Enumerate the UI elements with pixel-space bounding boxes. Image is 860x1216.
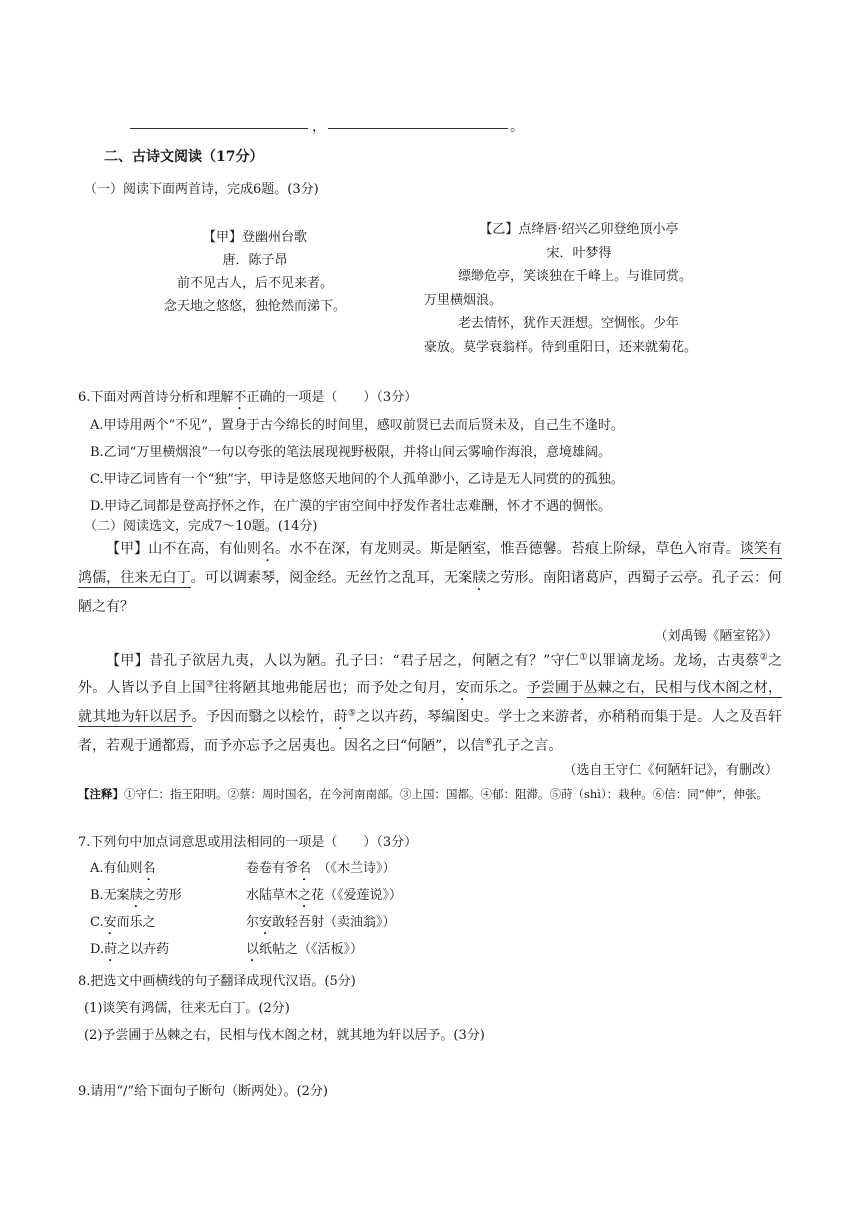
poem-b-line: 万里横烟浪。 <box>424 292 503 308</box>
q7-text: 尔 <box>246 915 260 930</box>
q6-emphasis: 不 <box>233 390 247 405</box>
q7-option-c-left[interactable] <box>90 911 156 938</box>
q7-emphasis: 之 <box>298 888 312 903</box>
q7-option-c-right <box>246 911 396 938</box>
q7-emphasis: 名 <box>142 861 156 876</box>
q7-emphasis: 名 <box>298 861 312 876</box>
q6-option-a[interactable]: A.甲诗用两个“不见”，置身于古今绵长的时间里，感叹前贤已去而后贤未及，自己生不逢时。 <box>90 418 624 433</box>
footnote-ref: ⑤ <box>347 708 357 719</box>
text-a-passage <box>78 536 782 621</box>
poem-a-line: 前不见古人，后不见来者。 <box>176 276 333 291</box>
text-a-segment: 之劳形。南阳诸葛庐，西蜀子云亭。孔子云：何陋之有？ <box>78 570 783 615</box>
poem-a-author: 唐．陈子昂 <box>222 253 288 268</box>
text-b-segment: 孔子之言。 <box>492 738 563 754</box>
footnote-ref: ② <box>759 652 769 663</box>
text-b-emphasis: 安 <box>455 680 470 696</box>
q7-option-d-right <box>246 938 363 965</box>
footnote-ref: ① <box>579 652 588 663</box>
text-a-emphasis: 牍 <box>472 570 487 586</box>
part2-intro: （二）阅读选文，完成7～10题。(14分) <box>84 519 318 534</box>
text-b-segment: 往将陋其地弗能居也；而予处之旬月， <box>214 680 456 696</box>
q7-text: 敢轻吾射（卖油翁》） <box>272 915 396 930</box>
text-b-emphasis: 莳 <box>333 709 348 725</box>
q7-option-a-right <box>246 857 396 884</box>
annotations-label: 【注释】 <box>78 787 124 801</box>
text-b-segment: 以罪谪龙场。龙场，古夷蔡 <box>587 653 760 669</box>
text-a-emphasis: 名 <box>260 541 276 557</box>
q7-emphasis: 安 <box>259 915 273 930</box>
q7-text: 卷卷有爷 <box>246 861 299 876</box>
part1-intro: （一）阅读下面两首诗，完成6题。(3分) <box>84 182 319 197</box>
q7-text: A.有仙则 <box>90 861 143 876</box>
footnote-ref: ③ <box>205 679 215 690</box>
q6-option-d[interactable]: D.甲诗乙词都是登高抒怀之作，在广漠的宇宙空间中抒发作者壮志难酬，怀才不遇的惆怅。 <box>90 499 612 514</box>
q7-text: 之劳形 <box>142 888 182 903</box>
annotations <box>78 784 782 804</box>
annotations-text: ①守仁：指王阳明。②蔡：周时国名，在今河南南部。③上国：国都。④郁：阻滞。⑤莳（shì）：栽种。⑥信：同“伸”，伸张。 <box>124 787 768 801</box>
q8-item-1: (1)谈笑有鸿儒，往来无白丁。(2分) <box>84 1001 290 1016</box>
q6-option-c[interactable]: C.甲诗乙词皆有一个“独”字，甲诗是悠悠天地间的个人孤单渺小，乙诗是无人同赏的的孤独。 <box>90 472 624 487</box>
q7-text: D. <box>90 942 105 957</box>
footnote-ref: ⑥ <box>484 737 493 748</box>
text-b-segment: 之以卉药，琴编图史。学士之来游者，亦稍稍而集于是。人之及吾轩者，若观于通都焉，而予亦忘予之居夷也。因名之曰“何陋”，以信 <box>78 709 783 754</box>
poem-b-title: 【乙】点绛唇·绍兴乙卯登绝顶小亭 <box>479 222 679 237</box>
q7-option-d-left[interactable] <box>90 938 169 965</box>
text-b-segment: 而乐之。 <box>469 680 527 696</box>
q7-text: 花（《爱莲说》） <box>311 888 403 903</box>
q7-text: 水陆草木 <box>246 888 299 903</box>
q7-option-b-right <box>246 884 402 911</box>
q7-stem: 7.下列句中加点词意思或用法相同的一项是（ ）（3分） <box>78 835 418 850</box>
blank-comma: ， <box>312 119 326 135</box>
poem-a-title: 【甲】登幽州台歌 <box>202 230 307 245</box>
q6-stem-text: 6.下面对两首诗分析和理解 <box>78 390 234 405</box>
q7-text: （《木兰诗》） <box>311 861 396 876</box>
poem-b <box>424 218 734 359</box>
text-b-source: （选自王守仁《何陋轩记》，有删改） <box>563 763 778 778</box>
text-b-segment: 。予因而翳之以桧竹， <box>191 709 334 725</box>
q7-emphasis: 牍 <box>129 888 143 903</box>
text-a-segment: 【甲】山不在高，有仙则 <box>106 541 261 557</box>
q7-text: 纸帖之（《活板》） <box>259 942 364 957</box>
q7-emphasis: 莳 <box>104 942 118 957</box>
q7-option-a-left[interactable] <box>90 857 156 884</box>
q6-option-b[interactable]: B.乙词“万里横烟浪”一句以夸张的笔法展现视野极限，并将山间云雾喻作海浪，意境雄阔。 <box>90 445 611 460</box>
text-b-underlined-sentence: 予尝圃于丛棘之右，民相与伐木阁之材，就其地为轩以居予 <box>78 680 783 725</box>
text-b-segment: 之外。人皆以予自上国 <box>78 653 783 696</box>
q8-item-2: (2)予尝圃于丛棘之右，民相与伐木阁之材，就其地为轩以居予。(3分) <box>84 1028 485 1043</box>
q7-text: B.无案 <box>90 888 130 903</box>
text-a-underlined-sentence: 谈笑有鸿儒，往来无白丁 <box>78 541 783 586</box>
poem-b-line: 缥缈危亭，笑谈独在千峰上。与谁同赏。 <box>458 269 693 284</box>
answer-blank-2[interactable] <box>328 128 508 129</box>
q7-emphasis: 以 <box>246 942 260 957</box>
poem-a-line: 念天地之悠悠，独怆然而涕下。 <box>163 299 346 314</box>
q6-stem <box>78 386 417 413</box>
text-b-segment: 【甲】昔孔子欲居九夷，人以为陋。孔子曰：“君子居之，何陋之有？”守仁 <box>106 653 580 669</box>
poem-b-author: 宋．叶梦得 <box>546 245 612 261</box>
poem-b-line: 豪放。莫学衰翁样。待到重阳日，还来就菊花。 <box>424 339 698 355</box>
text-a-source: （刘禹锡《陋室铭》） <box>654 629 778 644</box>
text-a-segment: 。可以调素琴，阅金经。无丝竹之乱耳，无案 <box>190 570 473 586</box>
q7-emphasis: 安 <box>103 915 117 930</box>
q6-stem-text: 正确的一项是（ ）（3分） <box>246 390 418 405</box>
text-a-segment: 。水不在深，有龙则灵。斯是陋室，惟吾德馨。苔痕上阶绿，草色入帘青。 <box>275 541 740 557</box>
blank-period: 。 <box>510 119 524 135</box>
poem-b-line: 老去情怀，犹作天涯想。空惆怅。少年 <box>458 316 680 331</box>
section-heading: 二、古诗文阅读（17分） <box>104 149 264 165</box>
poem-a <box>130 226 380 318</box>
q7-text: 之以卉药 <box>117 942 170 957</box>
q9-stem: 9.请用“/”给下面句子断句（断两处）。(2分) <box>78 1084 328 1099</box>
text-b-passage <box>78 648 782 760</box>
q7-text: 而乐之 <box>116 915 156 930</box>
q8-stem: 8.把选文中画横线的句子翻译成现代汉语。(5分) <box>78 974 356 989</box>
q7-option-b-left[interactable] <box>90 884 182 911</box>
q7-text: C. <box>90 915 104 930</box>
answer-blank-1[interactable] <box>130 128 308 129</box>
